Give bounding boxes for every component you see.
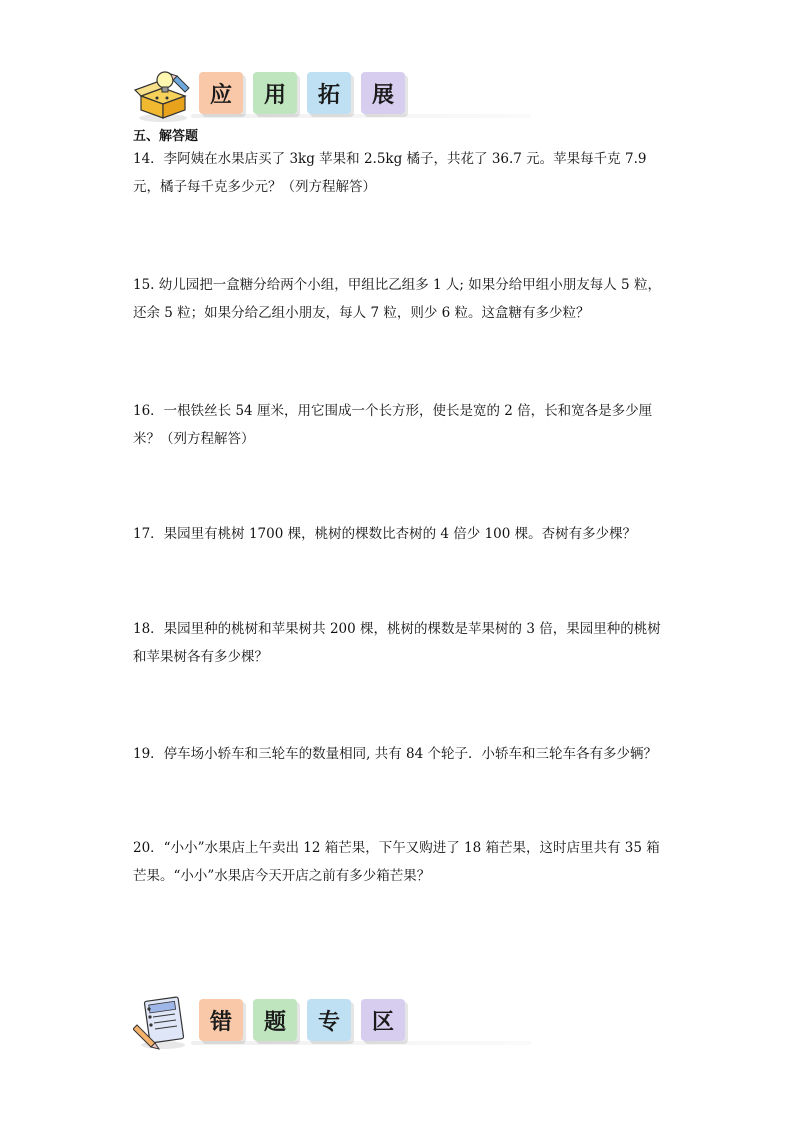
banner-tile: 展	[361, 72, 405, 114]
question-15: 15. 幼儿园把一盒糖分给两个小组，甲组比乙组多 1 人; 如果分给甲组小朋友每人 5 粒，还余 5 粒；如果分给乙组小朋友，每人 7 粒，则少 6 粒。这盒糖有多少粒？	[133, 277, 661, 321]
question-20: 20．“小小”水果店上午卖出 12 箱芒果，下午又购进了 18 箱芒果，这时店里共有 35 箱芒果。“小小”水果店今天开店之前有多少箱芒果？	[133, 840, 660, 884]
lightbulb-box-mascot-icon	[133, 68, 195, 124]
banner-underline	[191, 1041, 531, 1045]
notebook-pencil-icon	[133, 995, 195, 1051]
question-19: 19．停车场小轿车和三轮车的数量相同, 共有 84 个轮子．小轿车和三轮车各有多少辆？	[133, 746, 658, 762]
banner-tile: 拓	[307, 72, 351, 114]
question-16: 16．一根铁丝长 54 厘米，用它围成一个长方形，使长是宽的 2 倍，长和宽各是多少厘米？（列方程解答）	[133, 403, 653, 447]
banner-tile: 区	[361, 999, 405, 1041]
banner-tile: 错	[199, 999, 243, 1041]
question-17: 17．果园里有桃树 1700 棵，桃树的棵数比杏树的 4 倍少 100 棵。杏树有多少棵？	[133, 526, 637, 542]
question-14: 14．李阿姨在水果店买了 3kg 苹果和 2.5kg 橘子，共花了 36.7 元。苹果每千克 7.9 元，橘子每千克多少元？（列方程解答）	[133, 151, 647, 195]
section-heading: 五、解答题	[133, 129, 199, 144]
banner-tile: 题	[253, 999, 297, 1041]
banner-tile: 用	[253, 72, 297, 114]
banner-tile: 专	[307, 999, 351, 1041]
banner-tile: 应	[199, 72, 243, 114]
question-18: 18．果园里种的桃树和苹果树共 200 棵，桃树的棵数是苹果树的 3 倍，果园里种的桃树和苹果树各有多少棵？	[133, 621, 661, 665]
banner-underline	[191, 114, 531, 118]
